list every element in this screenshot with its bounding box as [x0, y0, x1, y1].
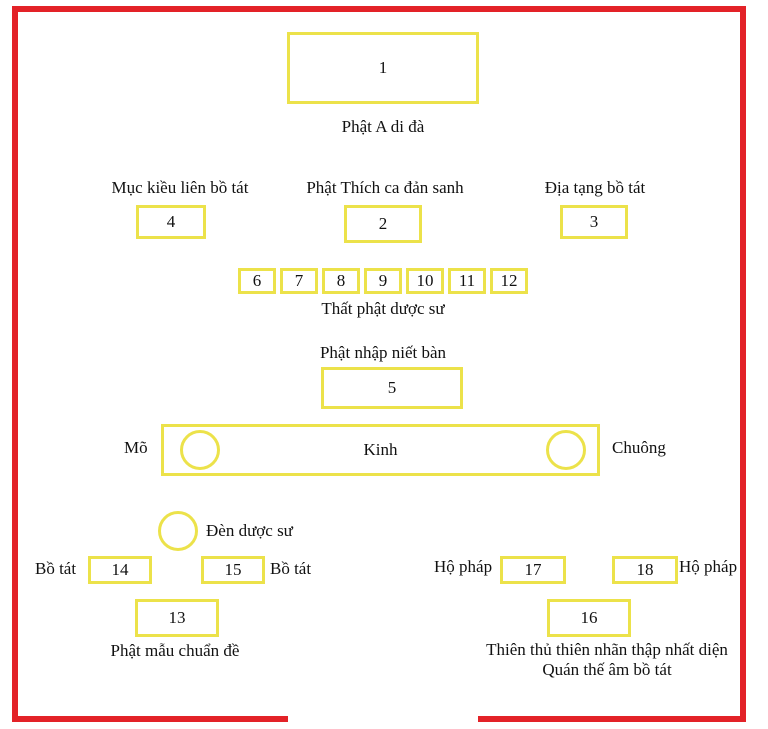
medicine-buddha-number-7: 7 — [294, 271, 304, 290]
nirvana-box — [321, 367, 463, 409]
bell-circle — [546, 430, 586, 470]
guardian-18-box — [612, 556, 678, 584]
shakyamuni-birth-number: 2 — [378, 214, 388, 233]
bottom-wall-right — [478, 716, 746, 722]
amitabha-box — [287, 32, 479, 104]
amitabha-label: Phật A di đà — [341, 117, 425, 136]
lamp-circle — [158, 511, 198, 551]
bodhisattva-15-box — [201, 556, 265, 584]
altar-table — [161, 424, 600, 476]
nirvana-number: 5 — [387, 378, 397, 397]
maudgalyayana-label: Mục kiều liên bồ tát — [111, 178, 249, 197]
cundi-label: Phật mẫu chuẩn đề — [110, 641, 240, 660]
bottom-wall-left — [12, 716, 288, 722]
avalokitesvara-number: 16 — [580, 608, 598, 627]
guardian-18-label: Hộ pháp — [679, 557, 738, 576]
lamp-label: Đèn dược sư — [206, 521, 293, 540]
avalokitesvara-label-line2: Quán thế âm bồ tát — [542, 660, 672, 679]
wooden-fish-circle — [180, 430, 220, 470]
guardian-17-box — [500, 556, 566, 584]
ksitigarbha-label: Địa tạng bồ tát — [544, 178, 646, 197]
top-wall — [12, 6, 746, 12]
medicine-buddha-box-11 — [448, 268, 486, 294]
bodhisattva-14-number: 14 — [111, 560, 129, 579]
bodhisattva-15-number: 15 — [224, 560, 242, 579]
medicine-buddha-box-6 — [238, 268, 276, 294]
cundi-box — [135, 599, 219, 637]
maudgalyayana-box — [136, 205, 206, 239]
bell-label: Chuông — [612, 438, 666, 457]
shakyamuni-birth-label: Phật Thích ca đản sanh — [306, 178, 464, 197]
bodhisattva-14-box — [88, 556, 152, 584]
medicine-buddha-box-12 — [490, 268, 528, 294]
avalokitesvara-box — [547, 599, 631, 637]
cundi-number: 13 — [168, 608, 186, 627]
ksitigarbha-number: 3 — [589, 212, 599, 231]
medicine-buddha-box-10 — [406, 268, 444, 294]
maudgalyayana-number: 4 — [166, 212, 176, 231]
bodhisattva-14-label: Bồ tát — [35, 559, 77, 578]
medicine-buddha-box-9 — [364, 268, 402, 294]
medicine-buddha-number-8: 8 — [336, 271, 346, 290]
guardian-18-number: 18 — [636, 560, 654, 579]
guardian-17-number: 17 — [524, 560, 542, 579]
medicine-buddha-number-12: 12 — [500, 271, 518, 290]
ksitigarbha-box — [560, 205, 628, 239]
wooden-fish-label: Mõ — [124, 438, 148, 457]
medicine-buddha-number-10: 10 — [416, 271, 434, 290]
bodhisattva-15-label: Bồ tát — [270, 559, 312, 578]
medicine-buddha-number-6: 6 — [252, 271, 262, 290]
avalokitesvara-label-line1: Thiên thủ thiên nhãn thập nhất diện — [486, 640, 728, 659]
medicine-buddha-number-11: 11 — [458, 271, 476, 290]
medicine-buddha-number-9: 9 — [378, 271, 388, 290]
medicine-buddha-box-8 — [322, 268, 360, 294]
altar-table-label: Kinh — [363, 440, 398, 459]
nirvana-label: Phật nhập niết bàn — [319, 343, 447, 362]
guardian-17-label: Hộ pháp — [434, 557, 493, 576]
shakyamuni-birth-box — [344, 205, 422, 243]
right-wall — [740, 6, 746, 722]
medicine-buddha-box-7 — [280, 268, 318, 294]
medicine-buddhas-label: Thất phật dược sư — [321, 299, 445, 318]
left-wall — [12, 6, 18, 722]
amitabha-number: 1 — [378, 58, 388, 77]
